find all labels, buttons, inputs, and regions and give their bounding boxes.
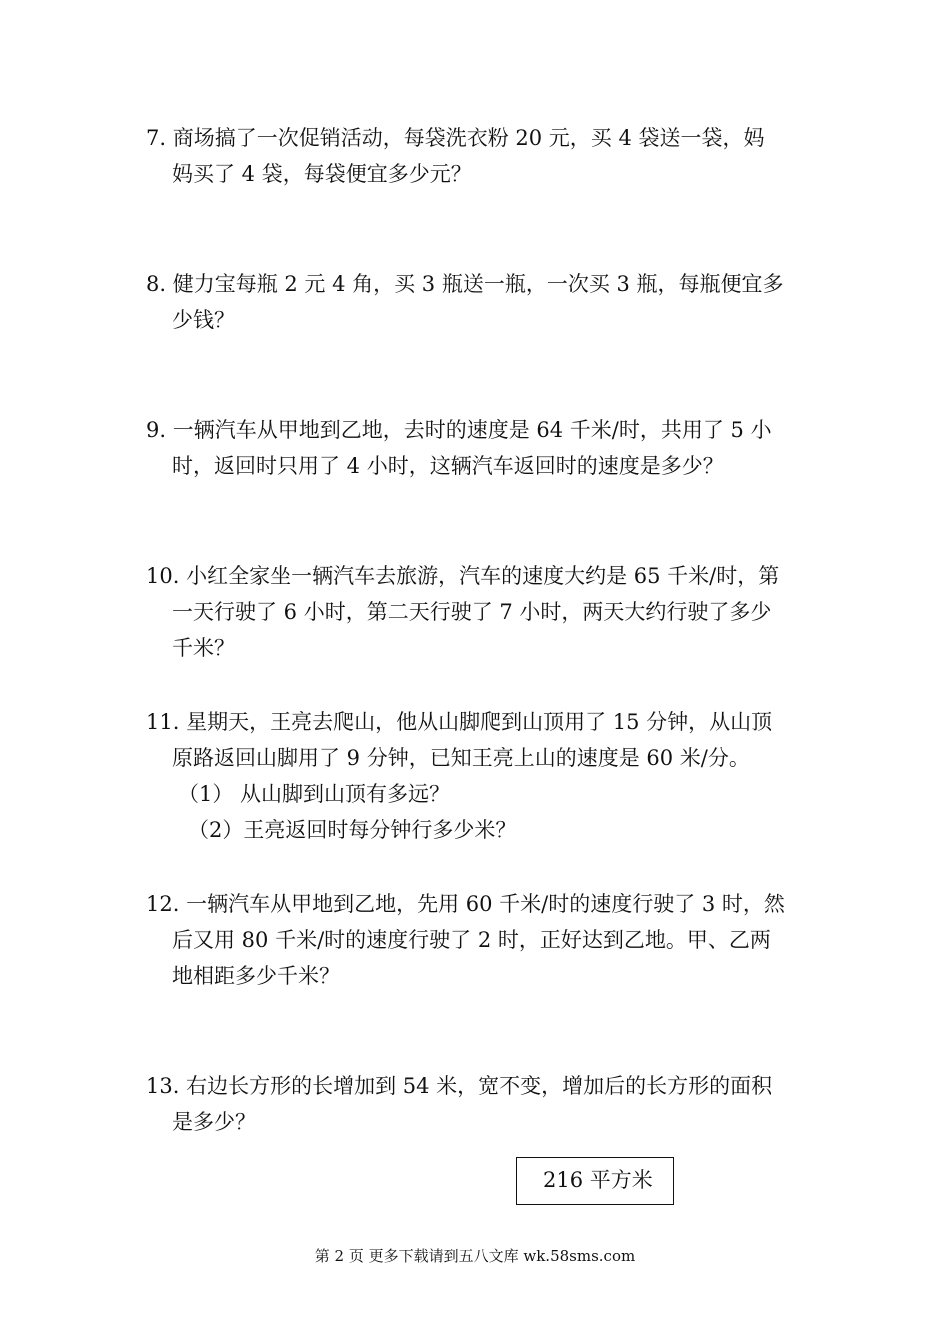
page-footer: 第 2 页 更多下载请到五八文库 wk.58sms.com	[314, 1247, 636, 1265]
question-7-line-1: 7. 商场搞了一次促销活动，每袋洗衣粉 20 元，买 4 袋送一袋，妈	[146, 126, 765, 150]
question-11-line-1: 11. 星期天，王亮去爬山，他从山脚爬到山顶用了 15 分钟，从山顶	[146, 710, 773, 734]
question-8-line-1: 8. 健力宝每瓶 2 元 4 角，买 3 瓶送一瓶，一次买 3 瓶，每瓶便宜多	[146, 272, 784, 296]
question-11-line-2: 原路返回山脚用了 9 分钟，已知王亮上山的速度是 60 米/分。	[172, 746, 750, 770]
question-13-line-2: 是多少？	[172, 1110, 256, 1134]
question-12-line-1: 12. 一辆汽车从甲地到乙地，先用 60 千米/时的速度行驶了 3 时，然	[146, 892, 785, 916]
question-9-line-1: 9. 一辆汽车从甲地到乙地，去时的速度是 64 千米/时，共用了 5 小	[146, 418, 772, 442]
question-10-line-1: 10. 小红全家坐一辆汽车去旅游，汽车的速度大约是 65 千米/时，第	[146, 564, 780, 588]
question-13-line-1: 13. 右边长方形的长增加到 54 米，宽不变，增加后的长方形的面积	[146, 1074, 773, 1098]
rectangle-area-label: 216 平方米	[543, 1168, 653, 1192]
question-10-line-3: 千米？	[172, 636, 235, 660]
question-8-line-2: 少钱？	[172, 308, 235, 332]
question-10-line-2: 一天行驶了 6 小时，第二天行驶了 7 小时，两天大约行驶了多少	[172, 600, 772, 624]
rectangle-figure	[516, 1157, 674, 1205]
question-7-line-2: 妈买了 4 袋，每袋便宜多少元？	[172, 162, 472, 186]
question-11-sub-1: （1） 从山脚到山顶有多远？	[178, 782, 451, 806]
question-9-line-2: 时，返回时只用了 4 小时，这辆汽车返回时的速度是多少？	[172, 454, 724, 478]
question-12-line-3: 地相距多少千米？	[172, 964, 340, 988]
question-12-line-2: 后又用 80 千米/时的速度行驶了 2 时，正好达到乙地。甲、乙两	[172, 928, 771, 952]
question-11-sub-2: （2）王亮返回时每分钟行多少米？	[188, 818, 517, 842]
